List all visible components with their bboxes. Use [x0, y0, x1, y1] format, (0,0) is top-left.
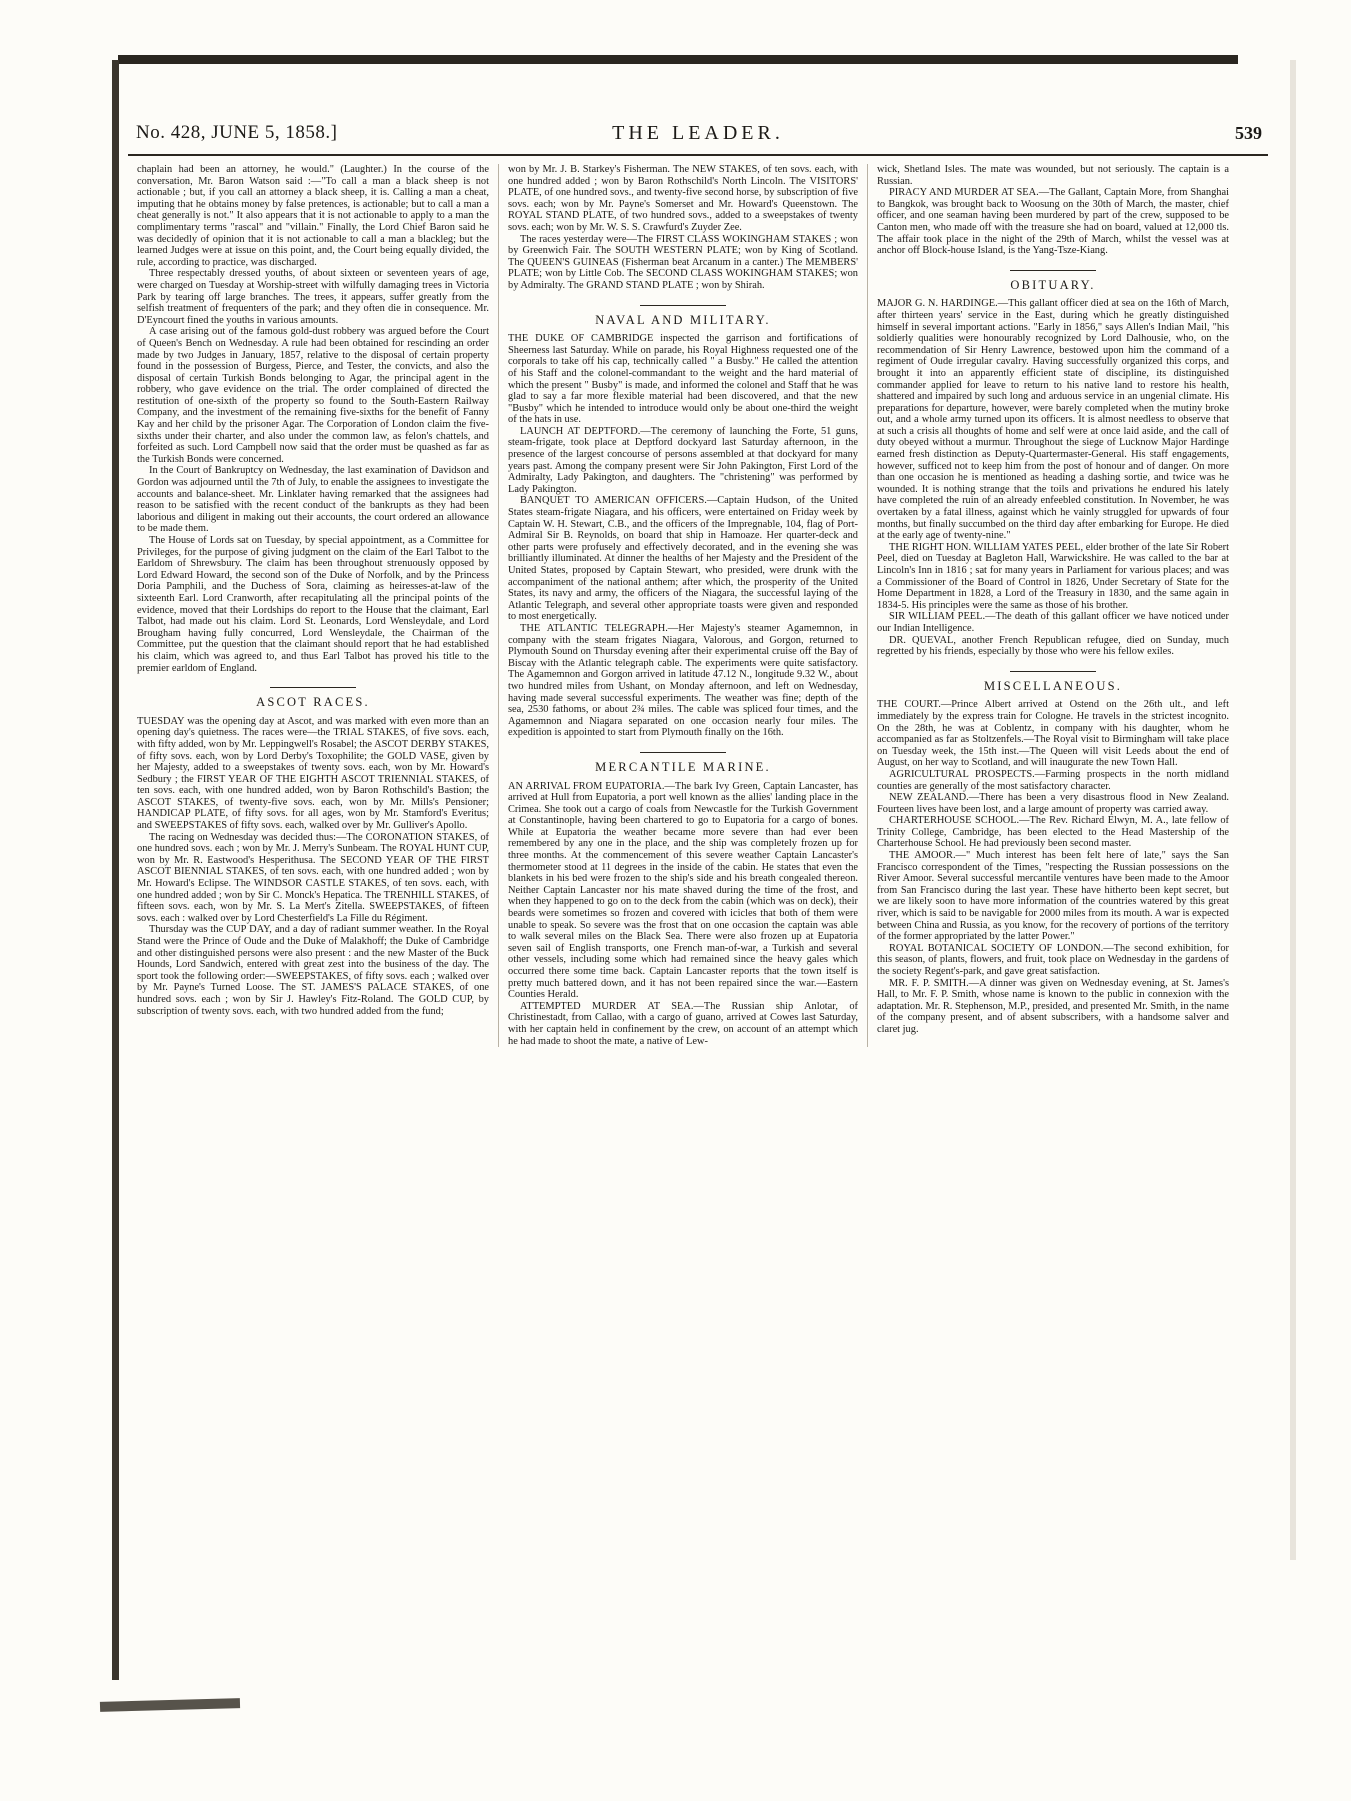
- paragraph: PIRACY AND MURDER AT SEA.—The Gallant, Captain More, from Shanghai to Bangkok, was brought back to Woosung on the 30th of March, the master, chief officer, and one seaman having been murdered by part of the crew, supposed to be Canton men, who made off with the treasure she had on board, valued at 12,000 tls. The affair took place in the night of the 29th of March, whilst the vessel was at anchor off Block-house Island, is the Yang-Tsze-Kiang.: [877, 187, 1229, 257]
- page-title: THE LEADER.: [612, 122, 784, 144]
- paragraph: LAUNCH AT DEPTFORD.—The ceremony of launching the Forte, 51 guns, steam-frigate, took place at Deptford dockyard last Saturday afternoon, in the presence of the largest concourse of persons assembled at that dockyard for many years past. Among the company present were Sir John Pakington, First Lord of the Admiralty, Lady Pakington, and daughters. The "christening" was performed by Lady Pakington.: [508, 425, 858, 495]
- scan-border-left: [112, 60, 119, 1680]
- section-heading-miscellaneous: MISCELLANEOUS.: [877, 671, 1229, 693]
- page-number: 539: [1235, 123, 1262, 143]
- paragraph: Three respectably dressed youths, of about sixteen or seventeen years of age, were charged on Tuesday at Worship-street with wilfully damaging trees in Victoria Park by tearing off large branches. The trees, it appears, suffer greatly from the selfish treatment of frequenters of the park; and they often die in consequence. Mr. D'Eyncourt fined the youths in various amounts.: [137, 268, 489, 326]
- paragraph: TUESDAY was the opening day at Ascot, and was marked with even more than an opening day's quietness. The races were—the TRIAL STAKES, of five sovs. each, with fifty added, won by Mr. Leppingwell's Rosabel; the ASCOT DERBY STAKES, of fifty sovs. each, won by Lord Derby's Toxophilite; the GOLD VASE, given by her Majesty, added to a sweepstakes of twenty sovs. each, won by Mr. Howard's Sedbury ; the FIRST YEAR OF THE EIGHTH ASCOT TRIENNIAL STAKES, of ten sovs. each, with one hundred added, won by Baron Rothschild's Bastion; the ASCOT STAKES, of twenty-five sovs. each, won by Mr. Mills's Pensioner; HANDICAP PLATE, of fifty sovs. for all ages, won by Mr. Stamford's Everitus; and SWEEPSTAKES of fifty sovs. each, walked over by Mr. Gulliver's Apollo.: [137, 715, 489, 832]
- issue-line: No. 428, JUNE 5, 1858.]: [136, 122, 338, 143]
- paragraph: AN ARRIVAL FROM EUPATORIA.—The bark Ivy Green, Captain Lancaster, has arrived at Hull from Eupatoria, a port well known as the allies' landing place in the Crimea. She took out a cargo of coals from Newcastle for the Turkish Government at Constantinople, having been chartered to go to Eupatoria for a cargo of bones. While at Eupatoria the weather became more severe than had ever been remembered by any one in the place, and the ship was completely frozen up for three months. At the commencement of this severe weather Captain Lancaster's thermometer stood at 11 degrees in the inside of the cabin. He states that even the blankets in his bed were frozen to the ship's side and his breath congealed thereon. Neither Captain Lancaster nor his mate shaved during the time of the frost, and when they happened to go on to the deck from the cabin (which was on deck), their beards were sometimes so frozen and covered with icicles that both of them were unable to speak. So severe was the frost that on one occasion the captain was able to walk several miles on the Black Sea. There were also frozen up at Eupatoria seven sail of English transports, one French man-of-war, a Turkish and several other vessels, including some which had remained since the heavy gales which occurred there some time back. Captain Lancaster reports that the town itself is pretty much battered down, and it has not been repaired since the war.—Eastern Counties Herald.: [508, 780, 858, 1001]
- column-right: [868, 164, 1238, 1047]
- column-left: [128, 164, 498, 1047]
- paragraph: ROYAL BOTANICAL SOCIETY OF LONDON.—The second exhibition, for this season, of plants, flowers, and fruit, took place on Wednesday in the gardens of the society Regent's-park, and gave great satisfaction.: [877, 942, 1229, 977]
- paragraph: CHARTERHOUSE SCHOOL.—The Rev. Richard Elwyn, M. A., late fellow of Trinity College, Cambridge, has been elected to the Head Mastership of the Charterhouse School. He had previously been second master.: [877, 815, 1229, 850]
- paragraph: Thursday was the CUP DAY, and a day of radiant summer weather. In the Royal Stand were the Prince of Oude and the Duke of Malakhoff; the Duke of Cambridge and other distinguished persons were also present : and the new Master of the Buck Hounds, Lord Sandwich, entered with great zest into the business of the day. The sport took the following order:—SWEEPSTAKES, of fifty sovs. each ; walked over by Mr. Payne's Turned Loose. The ST. JAMES'S PALACE STAKES, of one hundred sovs. each ; won by Sir J. Hawley's Fitz-Roland. The GOLD CUP, by subscription of twenty sovs. each, with two hundred added from the fund;: [137, 924, 489, 1017]
- column-middle: [498, 164, 868, 1047]
- column-container: [128, 164, 1268, 1047]
- paragraph: THE COURT.—Prince Albert arrived at Ostend on the 26th ult., and left immediately by the express train for Cologne. He travels in the strictest incognito. On the 28th, he was at Coblentz, in company with his daughter, whom he accompanied as far as Stoltzenfels.—The Royal visit to Birmingham will take place on Tuesday week, the 15th inst.—The Queen will visit Leeds about the end of August, on her way to Scotland, and will inaugurate the new Town Hall.: [877, 699, 1229, 769]
- paragraph: NEW ZEALAND.—There has been a very disastrous flood in New Zealand. Fourteen lives have been lost, and a large amount of property was carried away.: [877, 792, 1229, 815]
- section-heading-ascot-races: ASCOT RACES.: [137, 687, 489, 709]
- paragraph: wick, Shetland Isles. The mate was wounded, but not seriously. The captain is a Russian.: [877, 164, 1229, 187]
- scan-border-right: [1290, 60, 1296, 1560]
- page-sheet: [128, 120, 1268, 1640]
- scan-border-top: [118, 55, 1238, 64]
- paragraph: won by Mr. J. B. Starkey's Fisherman. The NEW STAKES, of ten sovs. each, with one hundred added ; won by Baron Rothschild's North Lincoln. The VISITORS' PLATE, of one hundred sovs., and twenty-five second horse, by subscription of five sovs. each; won by Mr. Payne's Somerset and Mr. Howard's Queenstown. The ROYAL STAND PLATE, of two hundred sovs., added to a sweepstakes of twenty sovs. each; won by Mr. W. S. S. Crawfurd's Zuyder Zee.: [508, 164, 858, 233]
- paragraph: ATTEMPTED MURDER AT SEA.—The Russian ship Anlotar, of Christinestadt, from Callao, with a cargo of guano, arrived at Cowes last Saturday, with her captain held in confinement by the crew, on account of an attempt which he had made to shoot the mate, a native of Lew-: [508, 1000, 858, 1047]
- paragraph: BANQUET TO AMERICAN OFFICERS.—Captain Hudson, of the United States steam-frigate Niagara, and his officers, were entertained on Friday week by Captain W. H. Stewart, C.B., and the officers of the Impregnable, 104, flag of Port-Admiral Sir B. Reynolds, on board that ship in Hamoaze. Her quarter-deck and other parts were profusely and effectively decorated, and in the evening she was brilliantly illuminated. At dinner the healths of her Majesty and the President of the United States, proposed by Captain Stewart, who presided, were drunk with the accompaniment of the national anthem; after which, the prosperity of the United States, its navy and army, the officers of the Niagara, the successful laying of the Atlantic Telegraph, and several other appropriate toasts were given and responded to most energetically.: [508, 495, 858, 623]
- paragraph: SIR WILLIAM PEEL.—The death of this gallant officer we have noticed under our Indian Intelligence.: [877, 611, 1229, 634]
- paragraph: DR. QUEVAL, another French Republican refugee, died on Sunday, much regretted by his friends, especially by those who were his fellow exiles.: [877, 634, 1229, 658]
- paragraph: MR. F. P. SMITH.—A dinner was given on Wednesday evening, at St. James's Hall, to Mr. F. P. Smith, whose name is known to the public in connexion with the adaptation. Mr. R. Stephenson, M.P., presided, and presented Mr. Smith, in the name of the company present, and of absent subscribers, with a handsome salver and claret jug.: [877, 977, 1229, 1035]
- paragraph: chaplain had been an attorney, he would." (Laughter.) In the course of the conversation, Mr. Baron Watson said :—"To call a man a black sheep is not actionable ; but, if you call an attorney a black sheep, it is. Calling a man a cheat, imputing that he obtains money by false pretences, is actionable; but to call a man a cheat generally is not." It also appears that it is not actionable to apply to a man the complimentary terms "rascal" and "villain." Finally, the Lord Chief Baron said he was decidedly of opinion that it is not actionable to call a man a blackleg; but the learned Judges were at issue on this point, and, the Court being equally divided, the rule, according to practice, was discharged.: [137, 164, 489, 268]
- section-heading-mercantile-marine: MERCANTILE MARINE.: [508, 752, 858, 774]
- section-heading-naval-and-military: NAVAL AND MILITARY.: [508, 305, 858, 327]
- paragraph: In the Court of Bankruptcy on Wednesday, the last examination of Davidson and Gordon was adjourned until the 7th of July, to enable the assignees to investigate the accounts and balance-sheet. Mr. Linklater having remarked that the assignees had reason to be satisfied with the recent conduct of the bankrupts as they had been laborious and diligent in making out their accounts, the court ordered an allowance to be made them.: [137, 465, 489, 535]
- paragraph: THE RIGHT HON. WILLIAM YATES PEEL, elder brother of the late Sir Robert Peel, died on Tuesday at Bagleton Hall, Warwickshire. He was called to the bar at Lincoln's Inn in 1816 ; sat for many years in Parliament for various places; and was a Commissioner of the Board of Control in 1826, Under Secretary of State for the Home Department in 1828, a Lord of the Treasury in 1830, and the same again in 1834-5. His principles were the same as those of his brother.: [877, 541, 1229, 611]
- masthead: [128, 120, 1268, 156]
- paragraph: The House of Lords sat on Tuesday, by special appointment, as a Committee for Privileges, for the purpose of giving judgment on the claim of the Earl Talbot to the Earldom of Shrewsbury. The claim has been throughout strenuously opposed by Lord Edward Howard, the second son of the Duke of Norfolk, and by the Princess Doria Pamphili, and the Duchess of Sora, claiming as heiresses-at-law of the sixteenth Earl. Lord Cranworth, after recapitulating all the principal points of the evidence, moved that their Lordships do report to the House that the claimant, Earl Talbot, had made out his claim. Lord St. Leonards, Lord Wensleydale, and Lord Brougham having fully concurred, Lord Wensleydale, the Chairman of the Committee, put the question that the claimant should report that he had established his claim, which was agreed to, and thus Earl Talbot has proved his title to the premier earldom of England.: [137, 535, 489, 674]
- paragraph: THE ATLANTIC TELEGRAPH.—Her Majesty's steamer Agamemnon, in company with the steam frigates Niagara, Valorous, and Gorgon, returned to Plymouth Sound on Thursday evening after their experimental cruise off the Bay of Biscay with the Atlantic telegraph cable. The experiments were quite satisfactory. The Agamemnon and Gorgon arrived in latitude 47.12 N., longitude 9.32 W., about two hundred miles from Ushant, on Monday afternoon, and left on Wednesday, having made several successful experiments. The weather was fine; depth of the sea, 2530 fathoms, or about 2¾ miles. The cable was spliced four times, and the Agamemnon and Niagara separated on one occasion nearly four miles. The expedition is appointed to start from Plymouth finally on the 16th.: [508, 622, 858, 739]
- paragraph: THE AMOOR.—" Much interest has been felt here of late," says the San Francisco correspondent of the Times, "respecting the Russian possessions on the River Amoor. Several successful mercantile ventures have been made to the Amoor from San Francisco during the last year. These have hitherto been kept secret, but we are likely soon to have more information of the countries watered by this great river, which is said to be navigable for 2000 miles from its mouth. A war is expected between China and Russia, as you know, for the recovery of portions of the territory of the former appropriated by the latter Power.": [877, 850, 1229, 943]
- paragraph: The racing on Wednesday was decided thus:—The CORONATION STAKES, of one hundred sovs. each ; won by Mr. J. Merry's Sunbeam. The ROYAL HUNT CUP, won by Mr. R. Eastwood's Hesperithusa. The SECOND YEAR OF THE FIRST ASCOT BIENNIAL STAKES, of ten sovs. each, with one hundred added ; won by Mr. Howard's Eclipse. The WINDSOR CASTLE STAKES, of ten sovs. each, with one hundred added ; won by Sir C. Monck's Hepatica. The TRENHILL STAKES, of fifteen sovs. each, won by Mr. S. La Mert's Zitella. SWEEPSTAKES, of fifteen sovs. each : walked over by Lord Chesterfield's La Fille du Régiment.: [137, 831, 489, 924]
- paragraph: A case arising out of the famous gold-dust robbery was argued before the Court of Queen's Bench on Wednesday. A rule had been obtained for rescinding an order made by two Judges in January, 1857, relative to the disposal of certain property found in the possession of Burgess, Pierce, and Tester, the convicts, and also the disposal of certain Turkish Bonds belonging to Agar, the principal agent in the robbery, who gave evidence on the trial. The order complained of directed the restitution of one-sixth of the property so found to the South-Eastern Railway Company, and the investment of the remaining five-sixths for the benefit of Fanny Kay and her child by the prisoner Agar. The Corporation of London claim the five-sixths under their charter, and also under the common law, as felon's chattels, and forfeited as such. Lord Campbell now said that the order must be quashed as far as the Turkish Bonds were concerned.: [137, 326, 489, 465]
- section-heading-obituary: OBITUARY.: [877, 270, 1229, 292]
- paragraph: AGRICULTURAL PROSPECTS.—Farming prospects in the north midland counties are generally of the most satisfactory character.: [877, 768, 1229, 792]
- scan-border-bottom: [100, 1698, 240, 1712]
- paragraph: THE DUKE OF CAMBRIDGE inspected the garrison and fortifications of Sheerness last Saturday. While on parade, his Royal Highness requested one of the corporals to take off his cap, technically called " a Busby." He called the attention of his Staff and the colonel-commandant to the weight and the hard material of which the present " Busby" is made, and informed the colonel and Staff that he was glad to say a far more flexible material had been discovered, and that the new "Busby" which he intended to introduce would only be about one-third the weight of the hats in use.: [508, 333, 858, 426]
- paragraph: The races yesterday were—The FIRST CLASS WOKINGHAM STAKES ; won by Greenwich Fair. The SOUTH WESTERN PLATE; won by King of Scotland. The QUEEN'S GUINEAS (Fisherman beat Arcanum in a canter.) The MEMBERS' PLATE; won by Little Cob. The SECOND CLASS WOKINGHAM STAKES; won by Admiralty. The GRAND STAND PLATE ; won by Shirah.: [508, 233, 858, 291]
- paragraph: MAJOR G. N. HARDINGE.—This gallant officer died at sea on the 16th of March, after thirteen years' service in the East, during which he greatly distinguished himself in several important actions. "Early in 1856," says Allen's Indian Mail, "his soldierly qualities were honourably recognized by Lord Dalhousie, who, on the recommendation of Sir Henry Lawrence, bestowed upon him the command of a regiment of Oude irregular cavalry. Having successfully organized this corps, and brought it into an apparently efficient state of discipline, its distinguished commander applied for leave to return to his native land to restore his health, shattered and impaired by such long and arduous service in an ungenial climate. His preparations for departure, however, were barely completed when the mutiny broke out, and a whole army turned upon its officers. It is almost needless to observe that at such a crisis all thoughts of home and self were at once laid aside, and the call of duty obeyed without a murmur. Throughout the siege of Lucknow Major Hardinge earned fresh distinction as Deputy-Quartermaster-General. His staff engagements, however, sufficed not to keep him from the post of honour and of danger. On more than one occasion he is mentioned as heading a dashing sortie, and twice was he wounded. It is nothing strange that the toils and privations he endured his lately have completed the ruin of an already enfeebled constitution. In November, he was overtaken by a fatal illness, against which he vainly struggled for upwards of four months, but finally succumbed on the third day after embarking for Europe. He died at the early age of twenty-nine.": [877, 298, 1229, 542]
